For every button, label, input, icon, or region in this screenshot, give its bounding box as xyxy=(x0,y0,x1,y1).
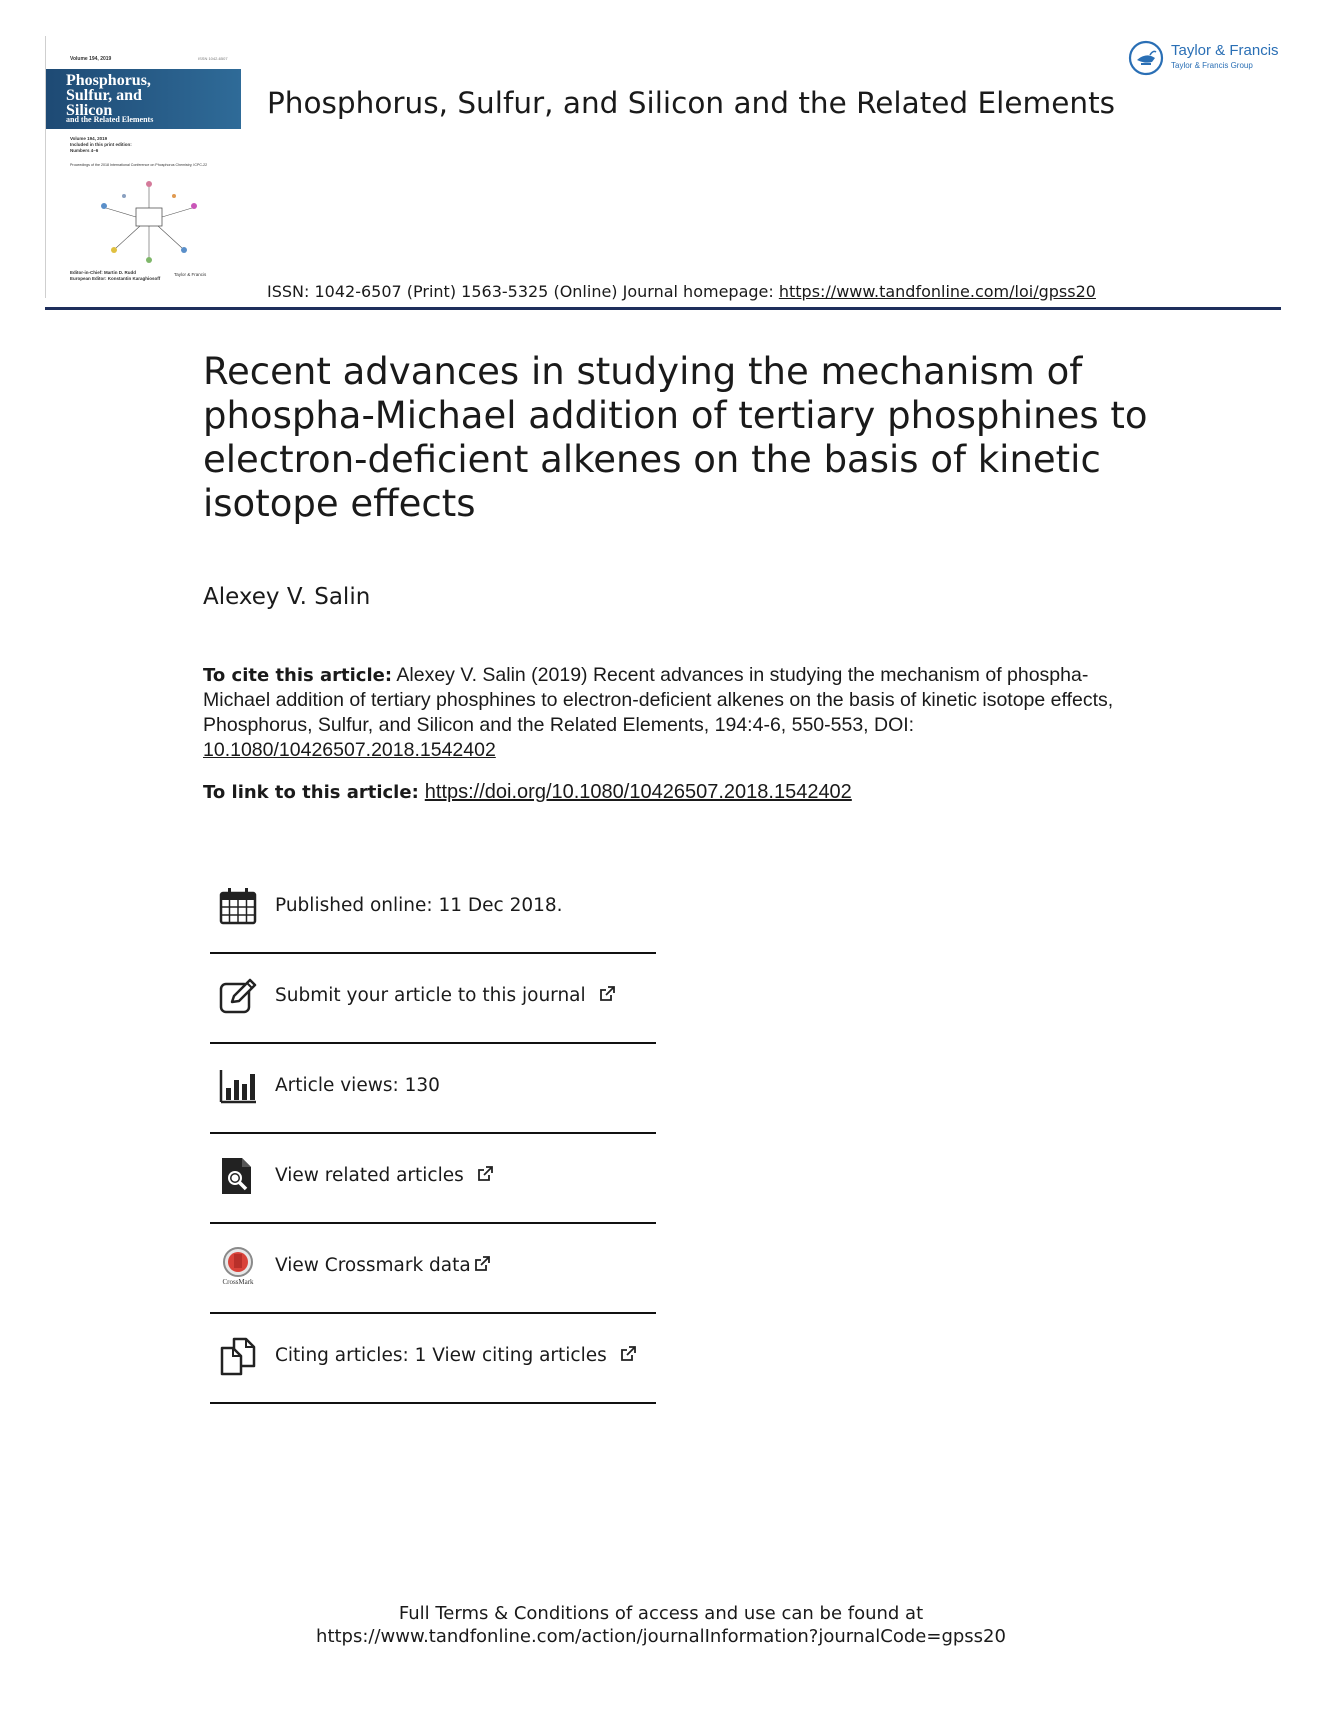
article-info-list xyxy=(210,864,656,1404)
link-label: To link to this article: xyxy=(203,782,419,803)
citing-documents-icon xyxy=(218,1336,258,1376)
publisher-group: Taylor & Francis Group xyxy=(1171,61,1253,70)
cover-volume: Volume 194, 2019 xyxy=(70,56,112,62)
cover-text-line: Numbers 4–6 xyxy=(70,148,99,153)
external-link-icon xyxy=(473,1255,491,1273)
cite-doi-link[interactable]: 10.1080/10426507.2018.1542402 xyxy=(203,739,496,761)
crossmark-icon xyxy=(218,1246,258,1286)
cover-subtitle: and the Related Elements xyxy=(66,115,154,124)
calendar-icon xyxy=(218,886,258,926)
cover-text-line: Volume 194, 2019 xyxy=(70,136,108,141)
citing-row[interactable] xyxy=(210,1314,656,1404)
cover-scheme-diagram-icon xyxy=(94,178,204,266)
footer-terms-text: Full Terms & Conditions of access and use can be found at xyxy=(398,1603,924,1624)
journal-title: Phosphorus, Sulfur, and Silicon and the Related Elements xyxy=(267,86,1116,120)
citation-block xyxy=(203,663,1143,763)
edit-icon xyxy=(218,976,258,1016)
publisher-logo[interactable] xyxy=(1128,38,1283,78)
related-row[interactable] xyxy=(210,1134,656,1224)
published-date: Published online: 11 Dec 2018. xyxy=(275,895,563,916)
crossmark-row[interactable] xyxy=(210,1224,656,1314)
cover-editors: Editor-in-Chief: Martin D. Rudd European Editor: Konstantin Karaghiosoff xyxy=(70,270,161,281)
related-articles-link[interactable]: View related articles xyxy=(275,1165,494,1186)
external-link-icon xyxy=(476,1165,494,1183)
cover-title: Phosphorus, Sulfur, and Silicon xyxy=(66,72,151,119)
cite-label: To cite this article: xyxy=(203,665,393,686)
external-link-icon xyxy=(619,1345,637,1363)
external-link-icon xyxy=(598,985,616,1003)
cite-text: Alexey V. Salin (2019) Recent advances in studying the mechanism of phospha-Michael addition of tertiary phosphines to electron-deficient alkenes on the basis of kinetic isotope effects, Phosphorus, Sulfur, and Silicon and the Related Elements, 194:4-6, 550-553, DOI: xyxy=(203,664,1114,736)
issn-line xyxy=(267,282,1096,301)
journal-homepage-link[interactable]: https://www.tandfonline.com/loi/gpss20 xyxy=(778,282,1096,301)
cover-title-band xyxy=(46,69,241,129)
document-search-icon xyxy=(218,1156,258,1196)
header-divider xyxy=(45,307,1281,310)
bar-chart-icon xyxy=(218,1066,258,1106)
cover-text-line: Included in this print edition: xyxy=(70,142,132,147)
publisher-name: Taylor & Francis xyxy=(1171,42,1279,59)
citing-articles-link[interactable]: Citing articles: 1 View citing articles xyxy=(275,1345,637,1366)
cover-proceedings: Proceedings of the 2018 International Conference on Phosphorus Chemistry, ICPC-22 xyxy=(70,163,208,167)
submit-article-link[interactable]: Submit your article to this journal xyxy=(275,985,616,1006)
taylor-francis-lamp-icon xyxy=(1128,40,1164,76)
crossmark-link[interactable]: View Crossmark data xyxy=(275,1255,491,1276)
article-doi-link[interactable]: https://doi.org/10.1080/10426507.2018.1542402 xyxy=(424,781,852,803)
views-row xyxy=(210,1044,656,1134)
cover-code: ISSN 1042-6507 xyxy=(198,56,228,61)
article-link-line xyxy=(203,781,852,804)
journal-cover-thumbnail xyxy=(45,36,241,298)
article-views: Article views: 130 xyxy=(275,1075,440,1096)
article-title: Recent advances in studying the mechanism of phospha-Michael addition of tertiary phosphines to electron-deficient alkenes on the basis of kinetic isotope effects xyxy=(203,350,1148,525)
article-author: Alexey V. Salin xyxy=(203,584,371,610)
svg-text:CrossMark: CrossMark xyxy=(222,1278,254,1286)
issn-text: ISSN: 1042-6507 (Print) 1563-5325 (Online) Journal homepage: xyxy=(267,282,779,301)
terms-footer xyxy=(0,1602,1322,1648)
cover-publisher: Taylor & Francis xyxy=(174,272,207,277)
footer-terms-url[interactable]: https://www.tandfonline.com/action/journalInformation?journalCode=gpss20 xyxy=(316,1626,1006,1647)
published-row xyxy=(210,864,656,954)
submit-row[interactable] xyxy=(210,954,656,1044)
